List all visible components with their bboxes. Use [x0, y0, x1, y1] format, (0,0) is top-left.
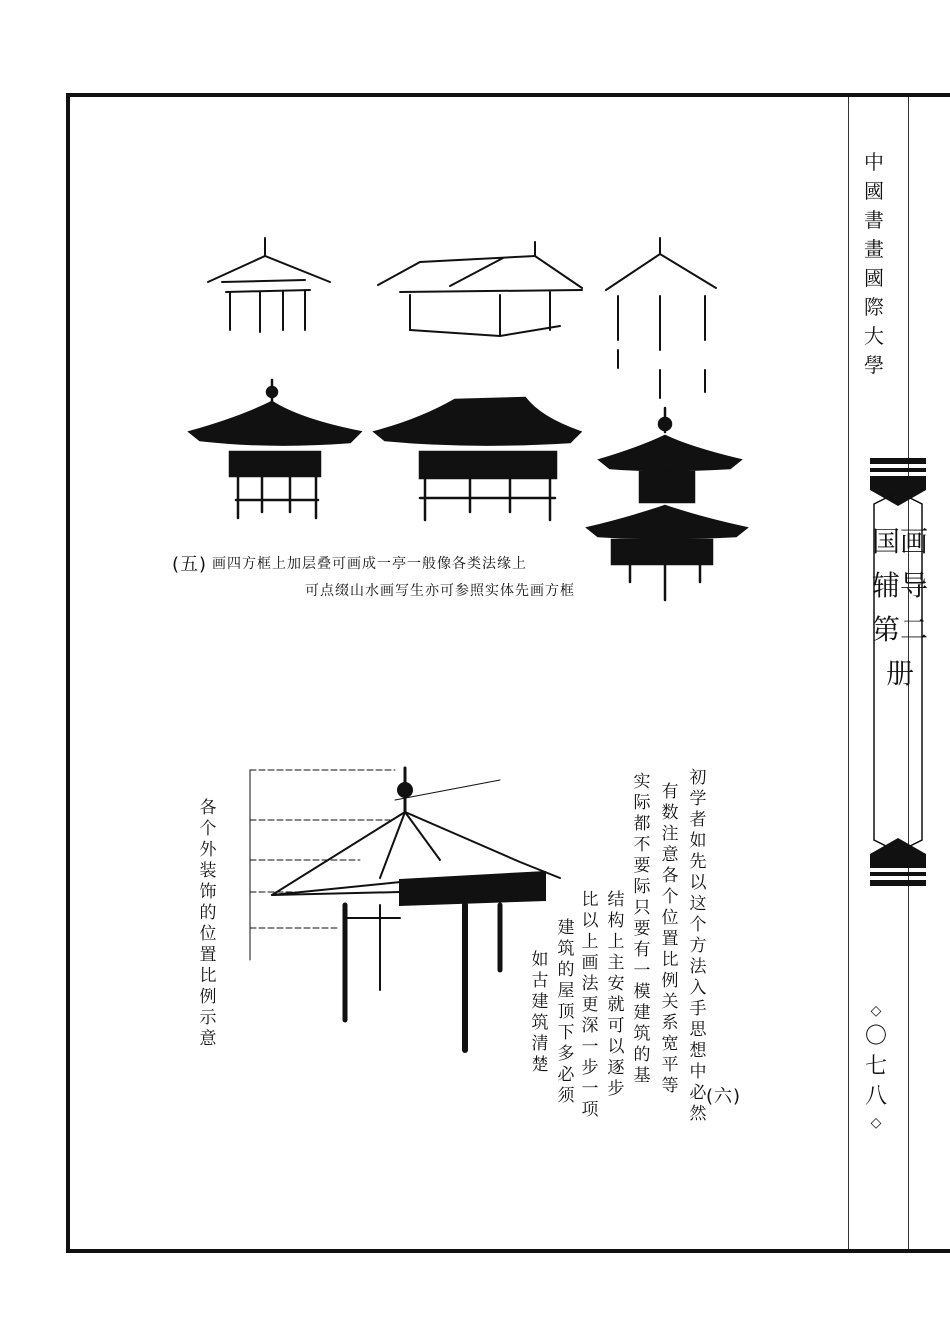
- figure-label: (五): [172, 554, 208, 575]
- figure-caption-line-1: 画四方框上加层叠可画成一亭一般像各类法缘上: [212, 556, 527, 572]
- book-title: 国画辅导第二册: [872, 525, 929, 690]
- sketch-pavilion-2: [378, 242, 582, 336]
- diamond-icon: ◇: [870, 1003, 882, 1019]
- note-col-7: 如古建筑清楚: [531, 950, 549, 1075]
- note-col-1: 初学者如先以这个方法入手思想中必然: [689, 768, 707, 1124]
- sketch-pavilion-1: [208, 238, 330, 332]
- figure-caption-line-2: 可点缀山水画写生亦可参照实体先画方框: [305, 583, 575, 599]
- note-col-2: 有数注意各个位置比例关系宽平等: [661, 782, 679, 1096]
- note-col-6: 建筑的屋顶下多必须: [557, 918, 575, 1106]
- sketch-pavilion-3: [606, 238, 716, 398]
- publisher-title: 中國書畫國際大學: [864, 150, 884, 377]
- note-col-5: 比以上画法更深一步一项: [581, 890, 599, 1120]
- figure-label-2: (六): [706, 1086, 742, 1107]
- diamond-icon: ◇: [870, 1115, 882, 1131]
- note-col-3: 实际都不要际只要有一模建筑的基: [633, 772, 651, 1086]
- page-number-text: 〇七八: [864, 1024, 887, 1109]
- left-note: 各个外装饰的位置比例示意: [199, 798, 217, 1049]
- detailed-pavilion-2: [375, 398, 580, 520]
- proportion-diagram: [250, 768, 560, 1050]
- page-number: [858, 1000, 894, 1134]
- detailed-pagoda: [588, 408, 746, 600]
- note-col-4: 结构上主安就可以逐步: [607, 890, 625, 1099]
- detailed-pavilion-1: [190, 380, 360, 518]
